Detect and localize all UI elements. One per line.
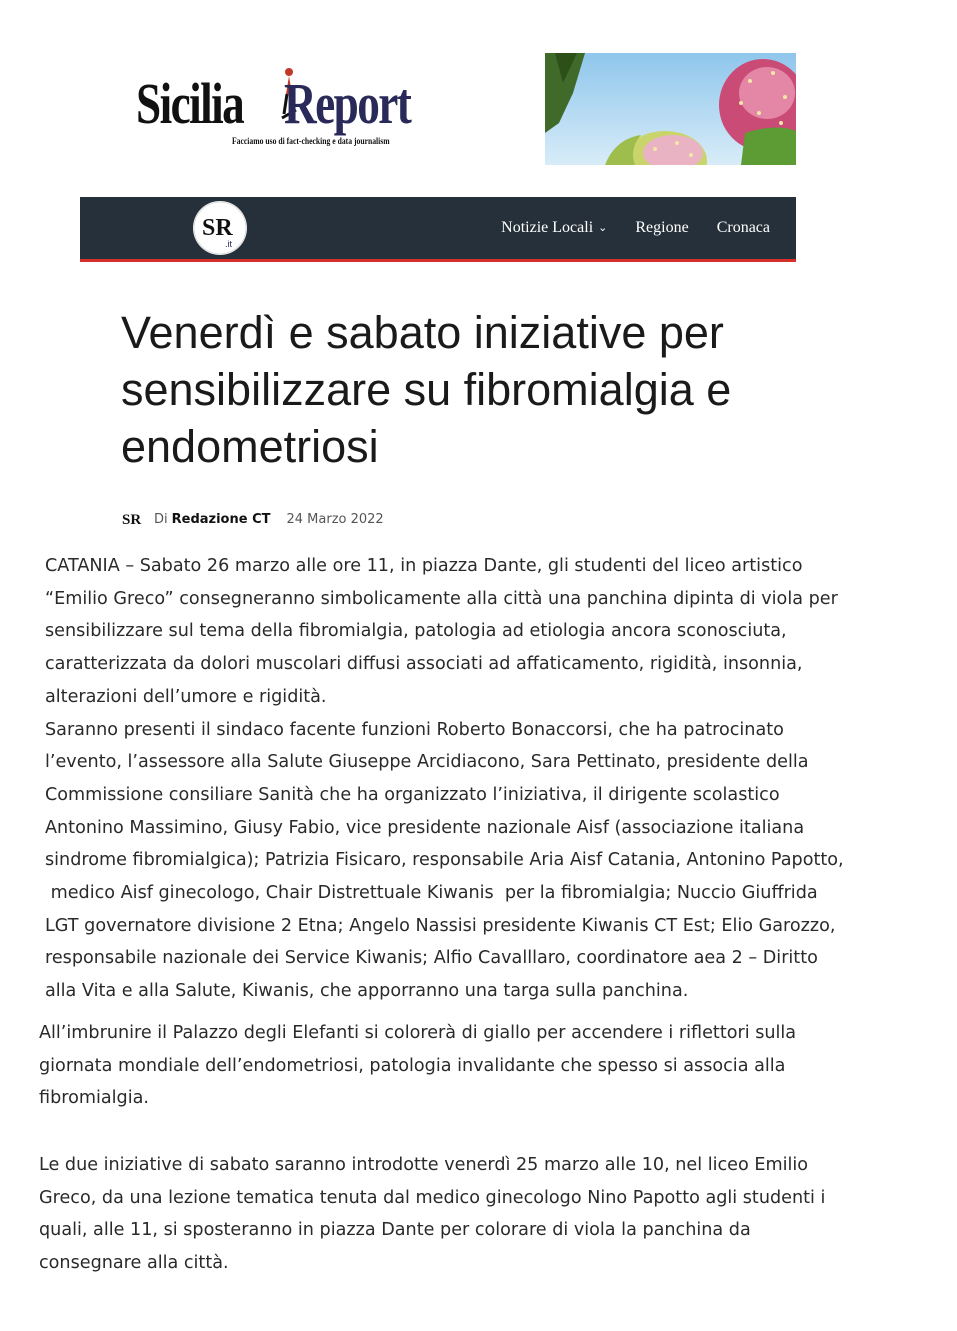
- byline-prefix: Di: [154, 511, 168, 527]
- site-logo[interactable]: [136, 66, 466, 156]
- chevron-down-icon: ⌄: [598, 222, 608, 234]
- text-line: giornata mondiale dell’endometriosi, patologia invalidante che spesso si associa alla: [39, 1055, 786, 1076]
- text-line: consegnare alla città.: [39, 1253, 229, 1274]
- nav-menu: [473, 197, 770, 259]
- text-line: medico Aisf ginecologo, Chair Distrettuale Kiwanis per la fibromialgia; Nuccio Giuffrida: [45, 883, 818, 904]
- text-line: LGT governatore divisione 2 Etna; Angelo Nassisi presidente Kiwanis CT Est; Elio Garozzo,: [45, 915, 836, 936]
- text-line: responsabile nazionale dei Service Kiwanis; Alfio Cavalllaro, coordinatore aea 2 – Diritto: [45, 948, 818, 969]
- text-line: Saranno presenti il sindaco facente funzioni Roberto Bonaccorsi, che ha patrocinato: [45, 719, 784, 740]
- text-line: quali, alle 11, si sposteranno in piazza Dante per colorare di viola la panchina da: [39, 1220, 751, 1241]
- text-line: All’imbrunire il Palazzo degli Elefanti si colorerà di giallo per accendere i riflettori sulla: [39, 1023, 797, 1043]
- article-paragraph-1: [45, 550, 844, 1008]
- nav-item-notizie-locali[interactable]: [501, 219, 607, 237]
- banner-photo: [545, 53, 796, 165]
- text-line: alterazioni dell’umore e rigidità.: [45, 686, 327, 707]
- text-line: Antonino Massimino, Giusy Fabio, vice presidente nazionale Aisf (associazione italiana: [45, 817, 805, 838]
- text-line: Commissione consiliare Sanità che ha organizzato l’iniziativa, il dirigente scolastico: [45, 784, 780, 805]
- main-navbar: [80, 197, 796, 262]
- logo-tagline: Facciamo uso di fact-checking e data journalism: [232, 136, 390, 146]
- text-line: fibromialgia.: [39, 1088, 149, 1109]
- logo-word-sicilia: Sicilia: [136, 71, 244, 136]
- article-title-line: sensibilizzare su fibromialgia e: [121, 364, 732, 415]
- nav-logo-suffix: .it: [225, 239, 233, 249]
- logo-word-report: Report: [284, 71, 411, 136]
- article-title-line: Venerdì e sabato iniziative per: [121, 307, 724, 358]
- text-line: caratterizzata da dolori muscolari diffusi associati ad affaticamento, rigidità, insonnia,: [45, 654, 803, 675]
- text-line: alla Vita e alla Salute, Kiwanis, che apporranno una targa sulla panchina.: [45, 981, 689, 1002]
- article-title: [121, 304, 821, 475]
- nav-item-regione[interactable]: Regione: [635, 219, 689, 236]
- text-line: sensibilizzare sul tema della fibromialgia, patologia ad etiologia ancora sconosciuta,: [45, 621, 787, 642]
- text-line: Le due iniziative di sabato saranno introdotte venerdì 25 marzo alle 10, nel liceo Emilio: [39, 1155, 809, 1175]
- sr-logo-icon: [193, 201, 247, 255]
- article-title-line: endometriosi: [121, 421, 379, 472]
- nav-item-cronaca[interactable]: Cronaca: [716, 219, 770, 236]
- nav-item-label: Notizie Locali: [501, 219, 594, 236]
- text-line: sindrome fibromialgica); Patrizia Fisicaro, responsabile Aria Aisf Catania, Antonino Papotto,: [45, 850, 844, 871]
- svg-text:SR: SR: [122, 512, 142, 528]
- article-byline: [121, 507, 384, 531]
- prickly-pear-illustration: [545, 53, 796, 165]
- text-line: Greco, da una lezione tematica tenuta dal medico ginecologo Nino Papotto agli studenti i: [39, 1187, 826, 1208]
- text-line: l’evento, l’assessore alla Salute Giuseppe Arcidiacono, Sara Pettinato, presidente della: [45, 752, 809, 773]
- publish-date: 24 Marzo 2022: [286, 511, 384, 527]
- author-link[interactable]: Redazione CT: [171, 511, 271, 527]
- text-line: CATANIA – Sabato 26 marzo alle ore 11, in piazza Dante, gli studenti del liceo artistico: [45, 556, 803, 576]
- article-paragraph-3: [39, 1149, 825, 1280]
- text-line: “Emilio Greco” consegneranno simbolicamente alla città una panchina dipinta di viola per: [45, 588, 838, 609]
- article-paragraph-2: [39, 1017, 796, 1115]
- nav-logo-text: SR: [202, 215, 233, 241]
- author-avatar-icon: [121, 507, 145, 531]
- nav-home-logo[interactable]: [193, 201, 247, 255]
